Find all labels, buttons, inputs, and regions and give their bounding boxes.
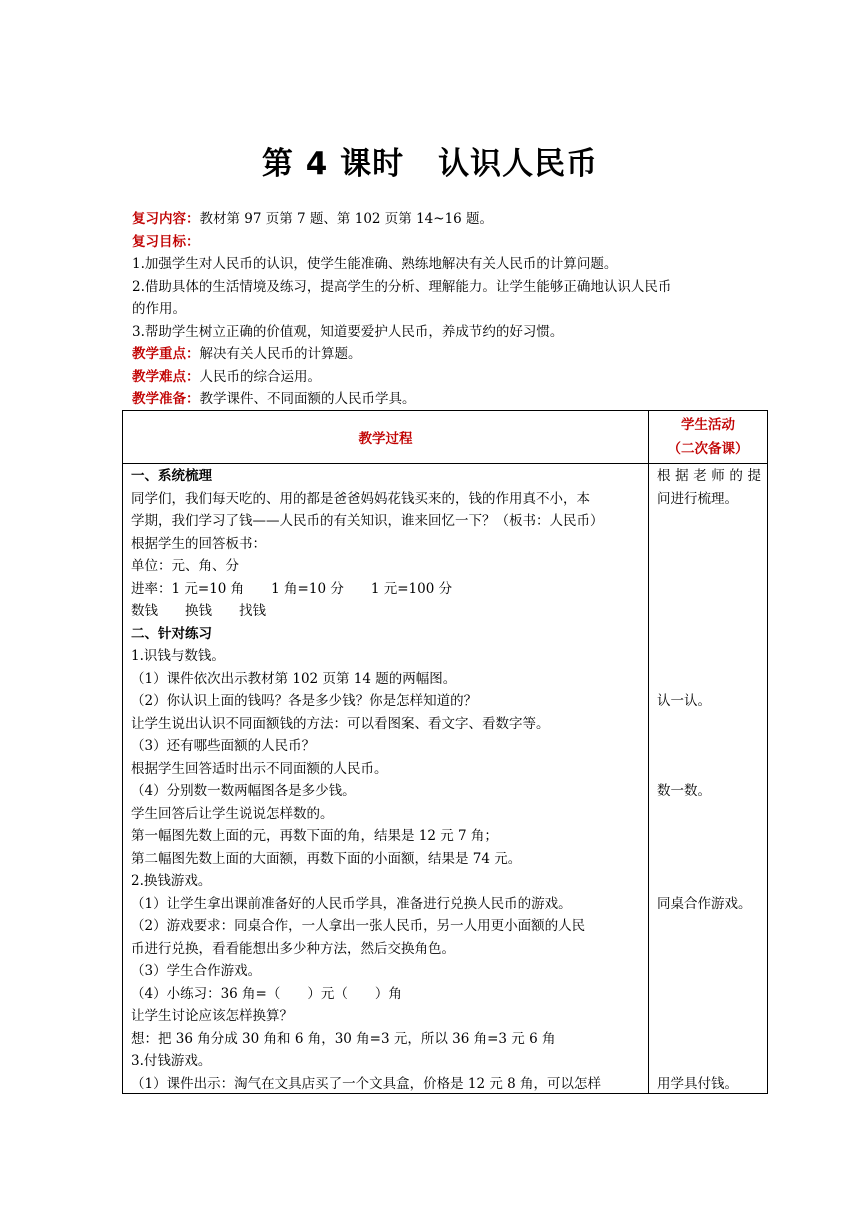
objective-1: 1.加强学生对人民币的认识，使学生能准确、熟练地解决有关人民币的计算问题。 bbox=[132, 256, 618, 272]
activity-payment: 用学具付钱。 bbox=[657, 1075, 738, 1092]
process-line: （3）学生合作游戏。 bbox=[131, 963, 262, 979]
objective-2-part2: 的作用。 bbox=[132, 301, 186, 317]
process-line: 1.识钱与数钱。 bbox=[131, 648, 225, 664]
activity-review-char: 师 bbox=[711, 468, 725, 484]
activity-review-line1 bbox=[657, 465, 761, 488]
activity-review-char: 老 bbox=[693, 468, 707, 484]
column-divider bbox=[648, 411, 649, 1093]
objective-2-part1: 2.借助具体的生活情境及练习，提高学生的分析、理解能力。让学生能够正确地认识人民币 bbox=[132, 278, 672, 295]
activity-review bbox=[657, 465, 761, 510]
objective-3: 3.帮助学生树立正确的价值观，知道要爱护人民币，养成节约的好习惯。 bbox=[132, 323, 564, 340]
preparation-line bbox=[132, 388, 742, 411]
lesson-intro bbox=[132, 208, 742, 411]
review-content-label: 复习内容： bbox=[132, 211, 200, 227]
process-line: 学生回答后让学生说说怎样数的。 bbox=[131, 805, 334, 822]
process-line: （4）小练习：36 角=（ ）元（ ）角 bbox=[131, 985, 402, 1002]
process-line: 根据学生回答适时出示不同面额的人民币。 bbox=[131, 760, 388, 777]
process-line: 想：把 36 角分成 30 角和 6 角，30 角=3 元，所以 36 角=3 元 6 角 bbox=[131, 1030, 556, 1047]
process-line: 第一幅图先数上面的元，再数下面的角，结果是 12 元 7 角； bbox=[131, 828, 498, 844]
process-content bbox=[131, 465, 643, 1095]
process-line: 2.换钱游戏。 bbox=[131, 873, 212, 889]
review-content-line bbox=[132, 208, 742, 231]
review-content-text: 教材第 97 页第 7 题、第 102 页第 14~16 题。 bbox=[199, 211, 494, 227]
process-line: 根据学生的回答板书： bbox=[131, 535, 266, 552]
key-point-line bbox=[132, 343, 742, 366]
page-title bbox=[0, 138, 860, 183]
process-header: 教学过程 bbox=[358, 431, 413, 447]
process-line: 让学生讨论应该怎样换算？ bbox=[131, 1008, 293, 1024]
key-point-text: 解决有关人民币的计算题。 bbox=[199, 346, 362, 362]
process-line: （3）还有哪些面额的人民币？ bbox=[131, 738, 316, 754]
process-line: 3.付钱游戏。 bbox=[131, 1053, 212, 1069]
section-heading: 二、针对练习 bbox=[131, 625, 212, 642]
activity-review-char: 据 bbox=[675, 468, 689, 484]
lesson-table bbox=[122, 410, 768, 1094]
objectives-heading-line bbox=[132, 231, 742, 254]
activity-header-cell bbox=[649, 411, 767, 463]
preparation-label: 教学准备： bbox=[132, 391, 200, 407]
activity-count: 数一数。 bbox=[657, 783, 711, 799]
lesson-number: 第 4 课时 bbox=[261, 146, 405, 182]
process-header-cell bbox=[123, 411, 648, 463]
process-line: 同学们，我们每天吃的、用的都是爸爸妈妈花钱买来的，钱的作用真不小，本 bbox=[131, 490, 590, 507]
process-line: （1）课件依次出示教材第 102 页第 14 题的两幅图。 bbox=[131, 670, 457, 687]
activity-exchange-game: 同桌合作游戏。 bbox=[657, 895, 752, 912]
activity-header-subtitle: （二次备课） bbox=[667, 441, 749, 457]
activity-review-line2: 问进行梳理。 bbox=[657, 490, 738, 507]
process-line: 单位：元、角、分 bbox=[131, 558, 239, 574]
activity-review-char: 根 bbox=[657, 468, 671, 484]
key-point-label: 教学重点： bbox=[132, 346, 200, 362]
activity-review-char: 的 bbox=[729, 468, 743, 484]
objectives-label: 复习目标： bbox=[132, 233, 200, 250]
process-line: 数钱 换钱 找钱 bbox=[131, 603, 266, 619]
activity-header-title: 学生活动 bbox=[681, 417, 735, 433]
process-line: 第二幅图先数上面的大面额，再数下面的小面额，结果是 74 元。 bbox=[131, 850, 522, 867]
difficulty-text: 人民币的综合运用。 bbox=[199, 368, 321, 385]
process-line: （4）分别数一数两幅图各是多少钱。 bbox=[131, 783, 356, 799]
activity-recognize: 认一认。 bbox=[657, 693, 711, 709]
difficulty-label: 教学难点： bbox=[132, 368, 200, 385]
activity-review-char: 提 bbox=[747, 468, 761, 484]
process-line: 学期，我们学习了钱——人民币的有关知识，谁来回忆一下？（板书：人民币） bbox=[131, 513, 604, 529]
difficulty-line bbox=[132, 366, 742, 389]
header-divider bbox=[123, 463, 767, 464]
lesson-topic: 认识人民币 bbox=[438, 146, 599, 182]
process-line: （2）游戏要求：同桌合作，一人拿出一张人民币，另一人用更小面额的人民 bbox=[131, 918, 586, 934]
process-line: 币进行兑换，看看能想出多少种方法，然后交换角色。 bbox=[131, 940, 455, 957]
section-heading: 一、系统梳理 bbox=[131, 468, 212, 484]
process-line: 让学生说出认识不同面额钱的方法：可以看图案、看文字、看数字等。 bbox=[131, 715, 550, 732]
process-line: （1）让学生拿出课前准备好的人民币学具，准备进行兑换人民币的游戏。 bbox=[131, 895, 572, 912]
process-line: 进率：1 元=10 角 1 角=10 分 1 元=100 分 bbox=[131, 580, 453, 597]
preparation-text: 教学课件、不同面额的人民币学具。 bbox=[199, 391, 416, 407]
process-line: （2）你认识上面的钱吗？各是多少钱？你是怎样知道的？ bbox=[131, 693, 478, 709]
process-line: （1）课件出示：淘气在文具店买了一个文具盒，价格是 12 元 8 角，可以怎样 bbox=[131, 1075, 602, 1092]
